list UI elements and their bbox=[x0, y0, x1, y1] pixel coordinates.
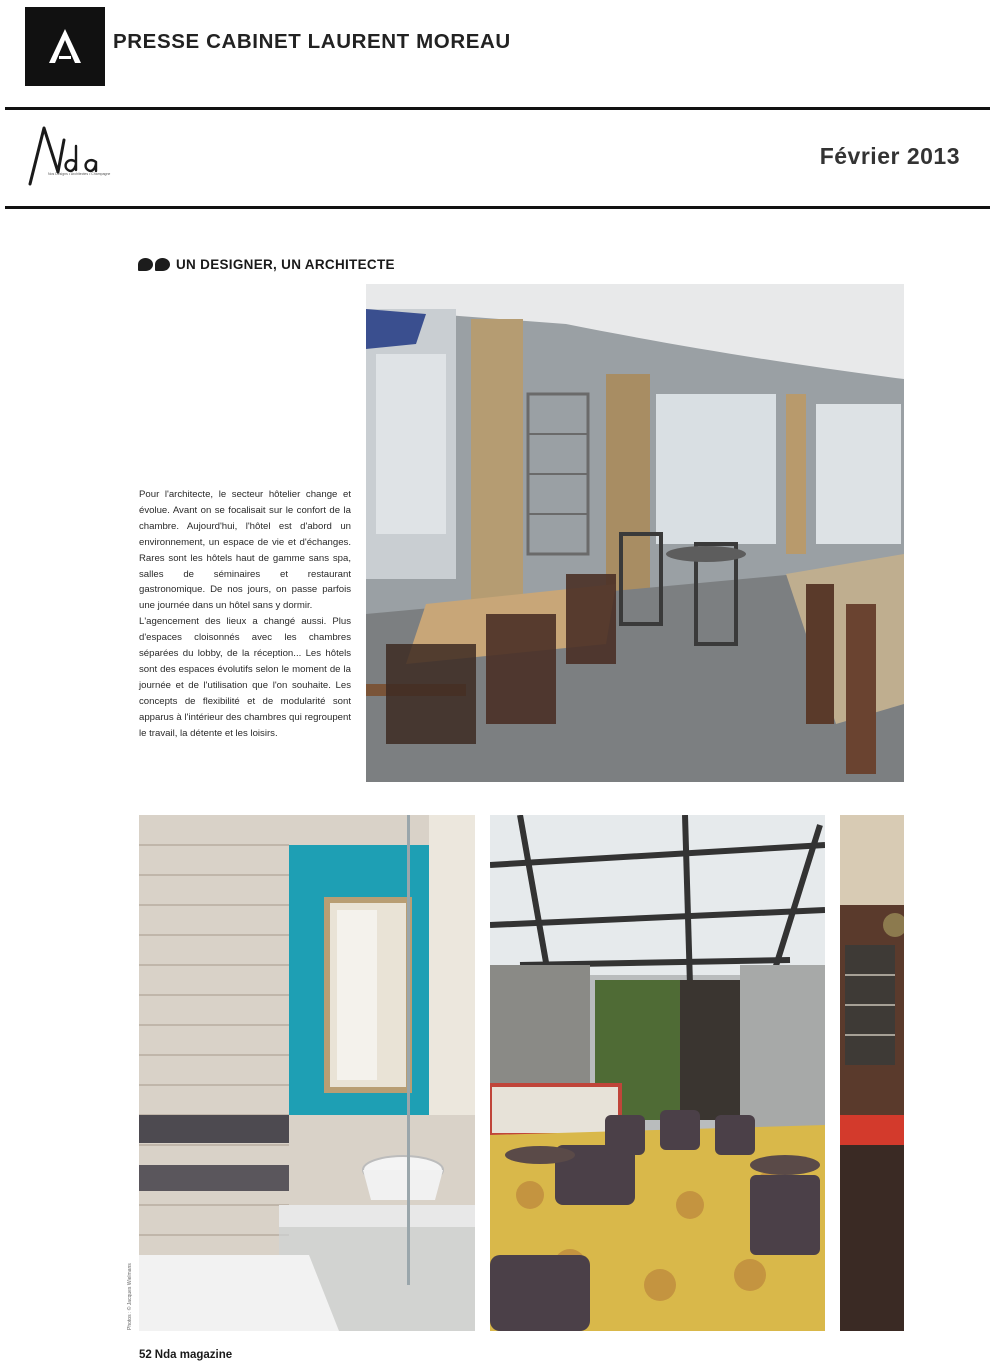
section-title: UN DESIGNER, UN ARCHITECTE bbox=[176, 256, 395, 272]
section-heading bbox=[138, 255, 395, 273]
bathroom-photo bbox=[139, 815, 475, 1331]
nda-logo bbox=[24, 120, 124, 190]
article-paragraph: L'agencement des lieux a changé aussi. Plus d'espaces cloisonnés avec les chambres séparées du lobby, de la réception... Les hôtels sont des espaces évolutifs selon le moment de la journée et de l'utilisation que l'on souhaite. Les concepts de flexibilité et de modularité sont apparus à l'intérieur des chambres qui regroupent le travail, la détente et les loisirs. bbox=[139, 616, 351, 739]
bar-photo bbox=[840, 815, 904, 1331]
article-paragraph: Pour l'architecte, le secteur hôtelier change et évolue. Avant on se focalisait sur le confort de la chambre. Aujourd'hui, l'hôtel est d'abord un environnement, un espace de vie et d'échanges. Rares sont les hôtels haut de gamme sans spa, salles de séminaires et restaurant gastronomique. De nos jours, on passe parfois une journée dans un hôtel sans y dormir. bbox=[139, 489, 351, 612]
article-body bbox=[139, 487, 351, 742]
press-title: PRESSE CABINET LAURENT MOREAU bbox=[113, 30, 511, 53]
lounge-photo bbox=[490, 815, 825, 1331]
restaurant-photo bbox=[366, 284, 904, 782]
quote-marks-icon bbox=[138, 258, 170, 271]
a-logo-icon bbox=[25, 7, 105, 86]
photo-credit: Photos : © Jacques Wielmans bbox=[127, 1263, 133, 1330]
header-divider bbox=[5, 107, 990, 110]
page-number: 52 bbox=[139, 1349, 152, 1361]
magazine-name: Nda magazine bbox=[154, 1349, 233, 1361]
cabinet-logo bbox=[25, 7, 105, 86]
issue-date: Février 2013 bbox=[819, 143, 960, 169]
nda-tagline: Nos Designs • Architectes • Champagne bbox=[48, 172, 111, 176]
page-footer bbox=[139, 1349, 232, 1361]
masthead-divider bbox=[5, 206, 990, 209]
